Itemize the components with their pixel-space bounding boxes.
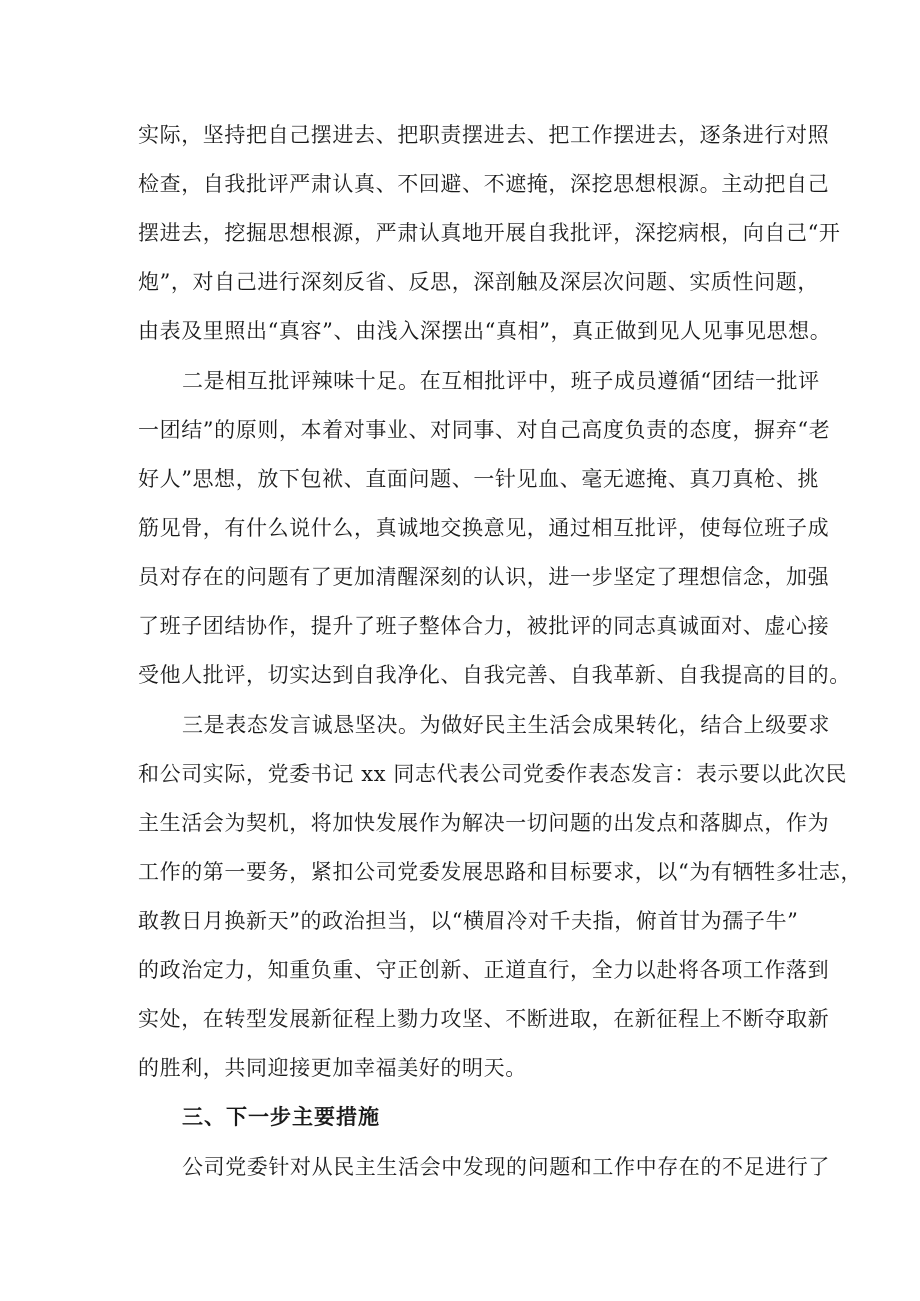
paragraph-line: 工作的第一要务，紧扣公司党委发展思路和目标要求，以“为有牺牲多壮志， xyxy=(138,860,863,884)
paragraph-line: 三是表态发言诚恳坚决。为做好民主生活会成果转化，结合上级要求 xyxy=(182,713,830,737)
paragraph-line: 炮”，对自己进行深刻反省、反思，深剖触及深层次问题、实质性问题， xyxy=(138,270,819,294)
paragraph-line: 和公司实际，党委书记 xx 同志代表公司党委作表态发言：表示要以此次民 xyxy=(138,762,848,786)
paragraph-line: 好人”思想，放下包袱、直面问题、一针见血、毫无遮掩、真刀真枪、挑 xyxy=(138,467,819,491)
paragraph-line: 敢教日月换新天”的政治担当，以“横眉冷对千夫指，俯首甘为孺子牛” xyxy=(138,909,799,933)
paragraph-line: 受他人批评，切实达到自我净化、自我完善、自我革新、自我提高的目的。 xyxy=(138,663,851,687)
paragraph-line: 的政治定力，知重负重、守正创新、正道直行，全力以赴将各项工作落到 xyxy=(138,958,830,982)
paragraph-line: 检查，自我批评严肃认真、不回避、不遮掩，深挖思想根源。主动把自己 xyxy=(138,172,830,196)
paragraph-line: 二是相互批评辣味十足。在互相批评中，班子成员遵循“团结一批评 xyxy=(182,369,820,393)
paragraph-line: 了班子团结协作，提升了班子整体合力，被批评的同志真诚面对、虚心接 xyxy=(138,614,830,638)
paragraph-line: 一团结”的原则，本着对事业、对同事、对自己高度负责的态度，摒弃“老 xyxy=(138,418,831,442)
paragraph-line: 实处，在转型发展新征程上勠力攻坚、不断进取，在新征程上不断夺取新 xyxy=(138,1007,830,1031)
paragraph-line: 由表及里照出“真容”、由浅入深摆出“真相”，真正做到见人见事见思想。 xyxy=(138,319,832,343)
section-heading: 三、下一步主要措施 xyxy=(182,1105,380,1129)
paragraph-line: 员对存在的问题有了更加清醒深刻的认识，进一步坚定了理想信念，加强 xyxy=(138,565,830,589)
paragraph-line: 主生活会为契机，将加快发展作为解决一切问题的出发点和落脚点，作为 xyxy=(138,811,830,835)
paragraph-line: 筋见骨，有什么说什么，真诚地交换意见，通过相互批评，使每位班子成 xyxy=(138,516,830,540)
paragraph-line: 实际，坚持把自己摆进去、把职责摆进去、把工作摆进去，逐条进行对照 xyxy=(138,123,830,147)
paragraph-line: 公司党委针对从民主生活会中发现的问题和工作中存在的不足进行了 xyxy=(182,1155,830,1179)
paragraph-line: 摆进去，挖掘思想根源，严肃认真地开展自我批评，深挖病根，向自己“开 xyxy=(138,221,841,245)
paragraph-line: 的胜利，共同迎接更加幸福美好的明天。 xyxy=(138,1056,527,1080)
